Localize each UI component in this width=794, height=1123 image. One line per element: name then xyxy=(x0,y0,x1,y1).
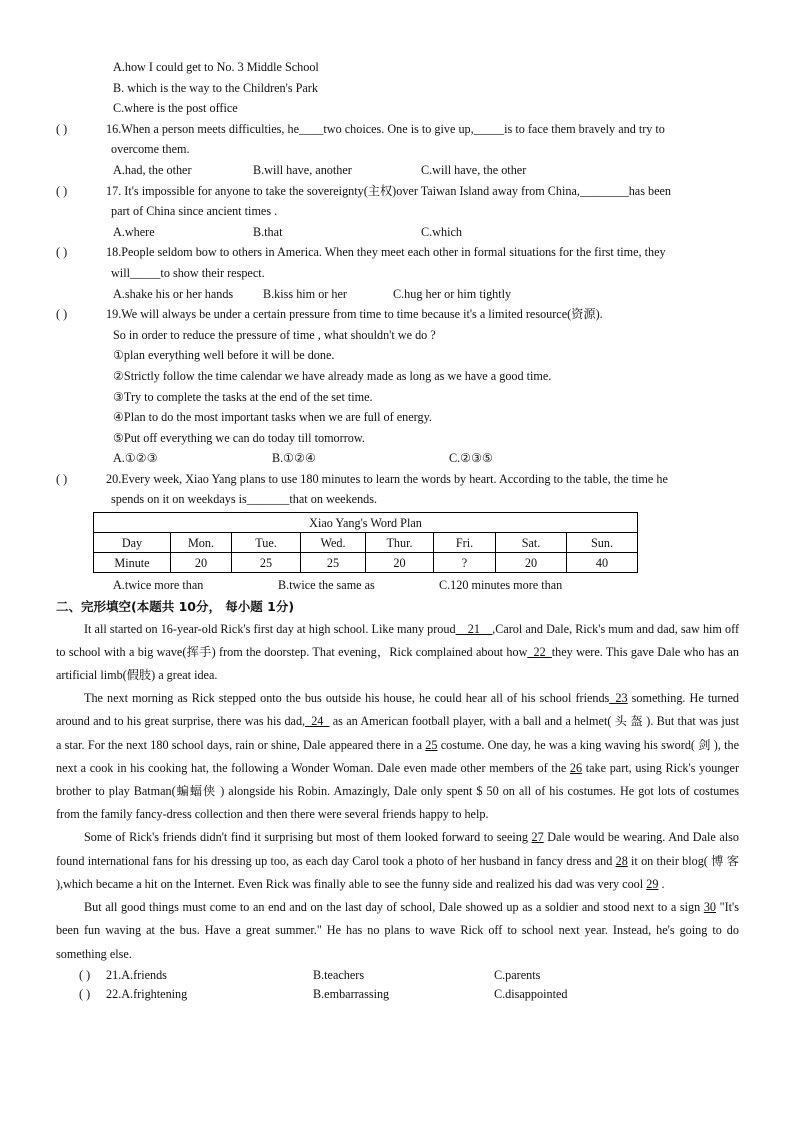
cloze-passage xyxy=(0,618,794,966)
answer-bracket[interactable]: ( ) xyxy=(56,121,68,136)
choice-22-c: C.disappointed xyxy=(494,987,568,1002)
q19-item-5: ⑤Put off everything we can do today till tomorrow. xyxy=(113,430,365,445)
q20-text: 20.Every week, Xiao Yang plans to use 180 minutes to learn the words by heart. According to the table, the time he xyxy=(106,471,668,486)
table-cell: 25 xyxy=(232,553,301,573)
passage-paragraph-3 xyxy=(56,826,739,896)
passage-text: they were. This gave Dale who has an artificial limb(假肢) a great idea. xyxy=(56,644,740,683)
q17-option-b: B.that xyxy=(253,224,283,239)
passage-paragraph-1 xyxy=(56,618,739,688)
table-row-label: Minute xyxy=(94,553,171,573)
blank-26[interactable]: 26 xyxy=(569,760,583,775)
q19-stem xyxy=(0,304,794,325)
blank-23[interactable]: _23 xyxy=(609,691,628,706)
passage-text: It all started on 16-year-old Rick's first day at high school. Like many proud xyxy=(84,621,456,636)
table-caption: Xiao Yang's Word Plan xyxy=(94,513,638,533)
answer-bracket[interactable]: ( ) xyxy=(56,183,68,198)
choice-row-22 xyxy=(0,985,794,1005)
choice-22-a: 22.A.frightening xyxy=(106,987,188,1002)
word-plan-table xyxy=(93,512,638,573)
q16-options xyxy=(0,160,794,181)
passage-text: it on their blog( 博 客 ),which became a hit on the Internet. Even Rick was finally able to see the funny side and realized his dad was very cool xyxy=(56,853,739,891)
passage-text: as an American football player, with a ball and a helmet( 头 盔 ). But that was just a star. For the next 180 school days, rain or shine, Dale appeared there in a xyxy=(56,714,739,752)
blank-25[interactable]: 25 xyxy=(425,737,438,752)
q17-text: 17. It's impossible for anyone to take the sovereignty(主权)over Taiwan Island away from China,________has been xyxy=(106,183,671,198)
q18-stem xyxy=(0,242,794,263)
q18-option-a: A.shake his or her hands xyxy=(113,286,234,301)
q17-stem xyxy=(0,181,794,202)
q19-item-1: ①plan everything well before it will be done. xyxy=(113,348,335,363)
table-cell: 25 xyxy=(301,553,366,573)
q16-stem xyxy=(0,119,794,140)
blank-27[interactable]: 27 xyxy=(531,830,544,845)
passage-text: Some of Rick's friends didn't find it surprising but most of them looked forward to seeing xyxy=(84,830,532,845)
q18-text: 18.People seldom bow to others in America. When they meet each other in formal situations for the first time, they xyxy=(106,245,666,260)
q19-item-4: ④Plan to do the most important tasks when we are full of energy. xyxy=(113,410,432,425)
q17-option-a: A.where xyxy=(113,224,155,239)
blank-21[interactable]: __21__ xyxy=(455,621,493,636)
table-cell: ? xyxy=(434,553,496,573)
table-cell: 40 xyxy=(567,553,638,573)
q20-options xyxy=(0,575,794,596)
q19-question: So in order to reduce the pressure of time , what shouldn't we do ? xyxy=(113,327,436,342)
blank-30[interactable]: 30 xyxy=(703,900,716,915)
q18-option-b: B.kiss him or her xyxy=(263,286,347,301)
q19-item-2: ②Strictly follow the time calendar we have already made as long as we have a good time. xyxy=(113,368,552,383)
q17-option-c: C.which xyxy=(421,224,462,239)
choice-row-21 xyxy=(0,966,794,986)
table-day: Sun. xyxy=(567,533,638,553)
q16-option-c: C.will have, the other xyxy=(421,162,527,177)
choice-22-b: B.embarrassing xyxy=(313,987,390,1002)
q19-option-c: C.②③⑤ xyxy=(449,451,493,466)
answer-bracket[interactable]: ( ) xyxy=(56,245,68,260)
q15-option-c: C.where is the post office xyxy=(113,101,238,116)
passage-paragraph-2 xyxy=(56,687,739,826)
q20-stem xyxy=(0,469,794,490)
answer-bracket[interactable]: ( ) xyxy=(56,471,68,486)
passage-paragraph-4 xyxy=(56,896,739,966)
q17-options xyxy=(0,222,794,243)
passage-text: ,Carol and Dale, Rick's mum and dad, saw him off to school with a big wave(挥手) from the doorstep. That evening，Rick complained about how xyxy=(56,621,739,659)
blank-22[interactable]: _22_ xyxy=(527,644,552,659)
choice-21-a: 21.A.friends xyxy=(106,967,167,982)
q20-stem-cont: spends on it on weekdays is_______that on weekends. xyxy=(111,492,378,507)
table-day: Fri. xyxy=(434,533,496,553)
q20-option-a: A.twice more than xyxy=(113,578,204,593)
blank-24[interactable]: _24_ xyxy=(305,714,330,729)
table-row xyxy=(94,553,638,573)
table-day: Tue. xyxy=(232,533,301,553)
q17-stem-cont: part of China since ancient times . xyxy=(111,204,278,219)
q19-option-a: A.①②③ xyxy=(113,451,158,466)
table-cell: 20 xyxy=(171,553,232,573)
blank-29[interactable]: 29 xyxy=(646,876,659,891)
passage-text: "It's been fun waving at the bus. Have a great summer." He has no plans to wave Rick off to school next year. Instead, he's going to do something else. xyxy=(56,900,739,961)
q15-option-a: A.how I could get to No. 3 Middle School xyxy=(113,60,319,74)
table-day: Thur. xyxy=(366,533,434,553)
q19-option-b: B.①②④ xyxy=(272,451,316,466)
answer-bracket[interactable]: ( ) xyxy=(79,987,91,1002)
answer-bracket[interactable]: ( ) xyxy=(56,307,68,322)
table-header-label: Day xyxy=(94,533,171,553)
passage-text: something. He turned around and to his great surprise, there was his dad, xyxy=(56,691,739,729)
choice-21-b: B.teachers xyxy=(313,967,365,982)
q18-stem-cont: will_____to show their respect. xyxy=(111,265,265,280)
choice-21-c: C.parents xyxy=(494,967,541,982)
passage-text: But all good things must come to an end and on the last day of school, Dale showed up as a soldier and stood next to a sign xyxy=(84,900,704,915)
passage-text: take part, using Rick's younger brother to play Batman(蝙蝠侠 ) alongside his Robin. Amazingly, Dale only spent $ 50 on all of his costumes. He got lots of costumes from the family fancy-dress collection and then there were several friends happy to help. xyxy=(56,760,739,822)
answer-bracket[interactable]: ( ) xyxy=(79,967,91,982)
q20-option-b: B.twice the same as xyxy=(278,578,375,593)
q19-item-3: ③Try to complete the tasks at the end of the set time. xyxy=(113,389,373,404)
q15-option-b: B. which is the way to the Children's Park xyxy=(113,80,318,95)
table-day: Wed. xyxy=(301,533,366,553)
document-page xyxy=(0,57,794,1005)
table-row xyxy=(94,533,638,553)
q16-stem-cont: overcome them. xyxy=(111,142,190,157)
passage-text: Dale would be wearing. And Dale also found international fans for his dressing up too, as each day Carol took a photo of her husband in fancy dress and xyxy=(56,830,739,868)
q20-option-c: C.120 minutes more than xyxy=(439,578,563,593)
q19-text: 19.We will always be under a certain pressure from time to time because it's a limited resource(资源). xyxy=(106,307,603,322)
q16-text: 16.When a person meets difficulties, he____two choices. One is to give up,_____is to face them bravely and try to xyxy=(106,121,665,136)
table-cell: 20 xyxy=(496,553,567,573)
passage-text: The next morning as Rick stepped onto the bus outside his house, he could hear all of his school friends xyxy=(84,691,610,706)
q16-option-a: A.had, the other xyxy=(113,162,192,177)
q18-option-c: C.hug her or him tightly xyxy=(393,286,512,301)
q18-options xyxy=(0,284,794,305)
passage-text: costume. One day, he was a king waving his sword( 剑 ), the next a cook in his cooking hat, the following a Wonder Woman. Dale even made other members of the xyxy=(56,737,739,775)
passage-text: . xyxy=(658,876,665,891)
q16-option-b: B.will have, another xyxy=(253,162,352,177)
blank-28[interactable]: 28 xyxy=(615,853,628,868)
table-day: Sat. xyxy=(496,533,567,553)
table-day: Mon. xyxy=(171,533,232,553)
section-title: 二、完形填空(本题共 10分， 每小题 1分) xyxy=(56,598,295,614)
q19-options xyxy=(0,448,794,469)
table-cell: 20 xyxy=(366,553,434,573)
